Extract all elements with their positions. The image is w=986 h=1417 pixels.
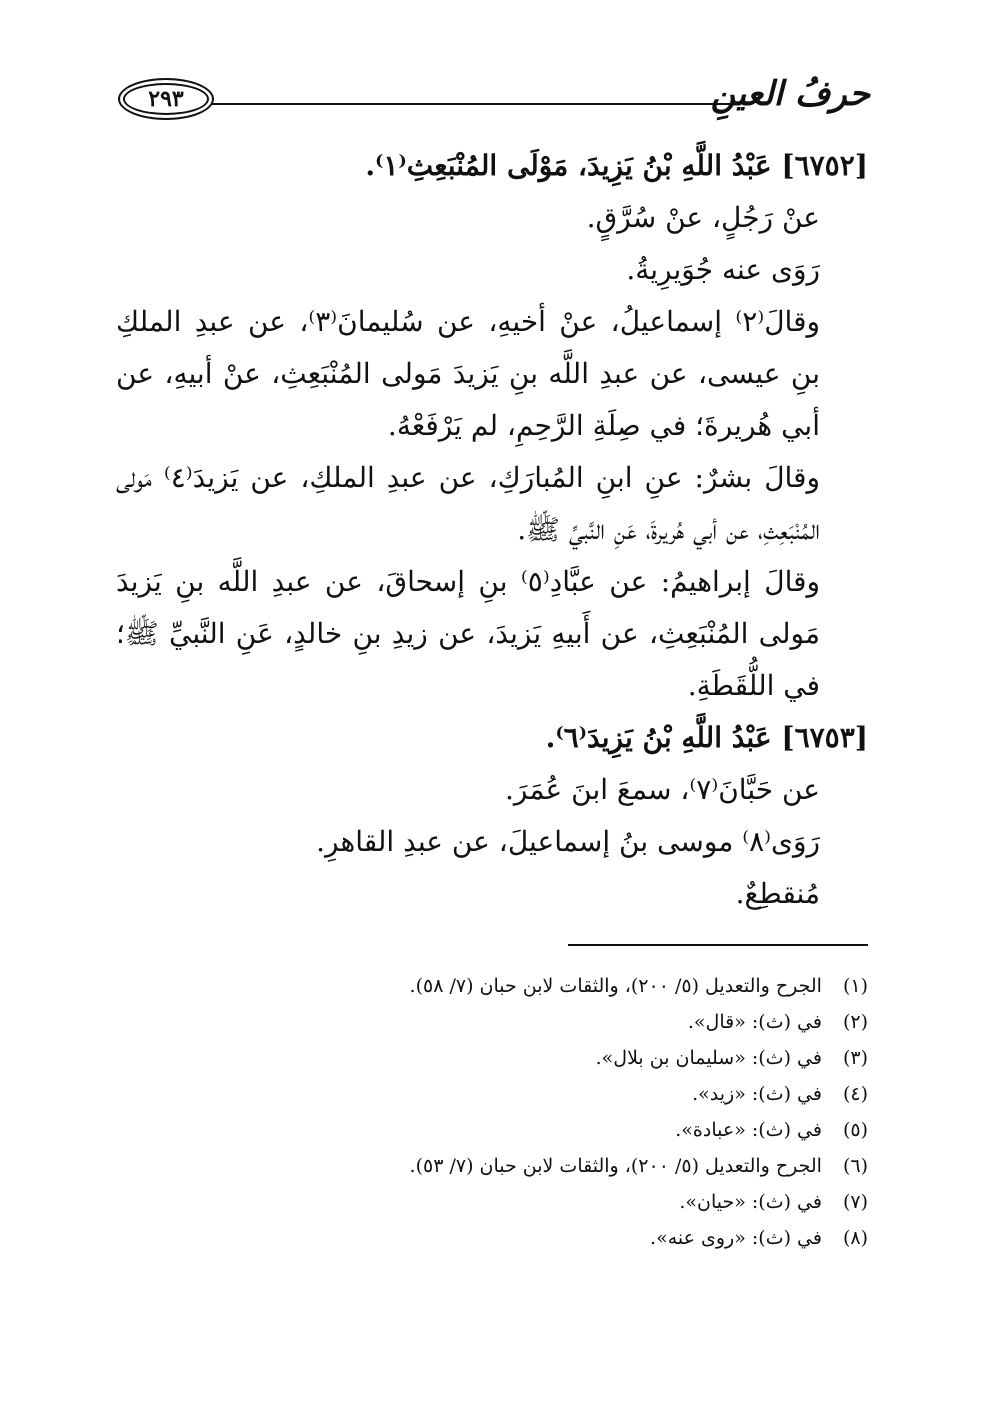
footnote-number: (٧) bbox=[842, 1191, 868, 1213]
entry-heading-6753: [٦٧٥٣] عَبْدُ اللَّهِ بْنُ يَزِيدَ⁽٦⁾. bbox=[545, 721, 868, 754]
narration-paragraph: وقالَ إبراهيمُ: عن عبَّادِ⁽٥⁾ بنِ إسحاقَ، عن عبدِ اللَّه بنِ يَزيدَ مَولى المُنْبَعِثِ، عن أَبيهِ يَزيدَ، عن زيدِ بنِ خالدٍ، عَنِ النَّبيِّ ﷺ؛ في اللُّقَطَةِ. bbox=[116, 565, 821, 702]
narration-line: عنْ رَجُلٍ، عنْ سُرَّقٍ. bbox=[586, 201, 820, 234]
footnote-item bbox=[116, 1076, 868, 1112]
footnote-number: (١) bbox=[842, 975, 868, 997]
footnote-text: في (ث): «روى عنه». bbox=[650, 1227, 822, 1249]
footnote-item bbox=[116, 1004, 868, 1040]
footnote-item bbox=[116, 1112, 868, 1148]
narration-paragraph: وقالَ⁽٢⁾ إسماعيلُ، عنْ أخيهِ، عن سُليمانَ⁽٣⁾، عن عبدِ الملكِ بنِ عيسى، عن عبدِ اللَّه بنِ يَزيدَ مَولى المُنْبَعِثِ، عنْ أبيهِ، عن أبي هُريرةَ؛ في صِلَةِ الرَّحِمِ، لم يَرْفَعْهُ. bbox=[116, 305, 820, 442]
footnote-text: في (ث): «حيان». bbox=[679, 1191, 822, 1213]
footnote-number: (٢) bbox=[842, 1011, 868, 1033]
footnote-item bbox=[116, 1148, 868, 1184]
page-header bbox=[118, 72, 870, 124]
footnote-number: (٥) bbox=[842, 1119, 868, 1141]
page-number-badge bbox=[118, 78, 214, 120]
footnote-item bbox=[116, 1220, 868, 1256]
footnote-number: (٦) bbox=[842, 1155, 868, 1177]
footnote-number: (٤) bbox=[842, 1083, 868, 1105]
footnote-text: الجرح والتعديل (٥/ ٢٠٠)، والثقات لابن حبان (٧/ ٥٣). bbox=[409, 1155, 822, 1177]
entry-heading-6752: [٦٧٥٢] عَبْدُ اللَّهِ بْنُ يَزِيدَ، مَوْلَى المُنْبَعِثِ⁽١⁾. bbox=[365, 149, 868, 182]
chapter-title: حرفُ العينِ bbox=[710, 74, 870, 114]
footnote-rule bbox=[568, 944, 868, 946]
header-rule bbox=[212, 103, 738, 105]
footnote-text: في (ث): «قال». bbox=[687, 1011, 822, 1033]
narration-line: عن حَبَّانَ⁽٧⁾، سمعَ ابنَ عُمَرَ. bbox=[505, 773, 820, 806]
footnotes-list bbox=[116, 968, 868, 1256]
footnote-text: الجرح والتعديل (٥/ ٢٠٠)، والثقات لابن حبان (٧/ ٥٨). bbox=[409, 975, 822, 997]
main-text bbox=[116, 140, 868, 920]
footnote-item bbox=[116, 1184, 868, 1220]
footnote-text: في (ث): «سليمان بن بلال». bbox=[595, 1047, 822, 1069]
footnote-number: (٣) bbox=[842, 1047, 868, 1069]
footnote-number: (٨) bbox=[842, 1227, 868, 1249]
footnote-text: في (ث): «عبادة». bbox=[675, 1119, 822, 1141]
narration-line: مُنقطِعٌ. bbox=[735, 877, 820, 910]
narration-line: رَوَى⁽٨⁾ موسى بنُ إسماعيلَ، عن عبدِ القاهرِ. bbox=[316, 825, 820, 858]
footnote-item bbox=[116, 1040, 868, 1076]
page-number: ٢٩٣ bbox=[148, 86, 184, 112]
footnote-item bbox=[116, 968, 868, 1004]
narration-paragraph: وقالَ بشرٌ: عنِ ابنِ المُبارَكِ، عن عبدِ الملكِ، عن يَزيدَ⁽٤⁾ مَولى المُنْبَعِثِ، عن أبي هُريرةَ، عَنِ النَّبيِّ ﷺ. bbox=[116, 461, 820, 546]
footnote-text: في (ث): «زيد». bbox=[692, 1083, 822, 1105]
narration-line: رَوَى عنه جُوَيرِيةُ. bbox=[626, 253, 820, 286]
